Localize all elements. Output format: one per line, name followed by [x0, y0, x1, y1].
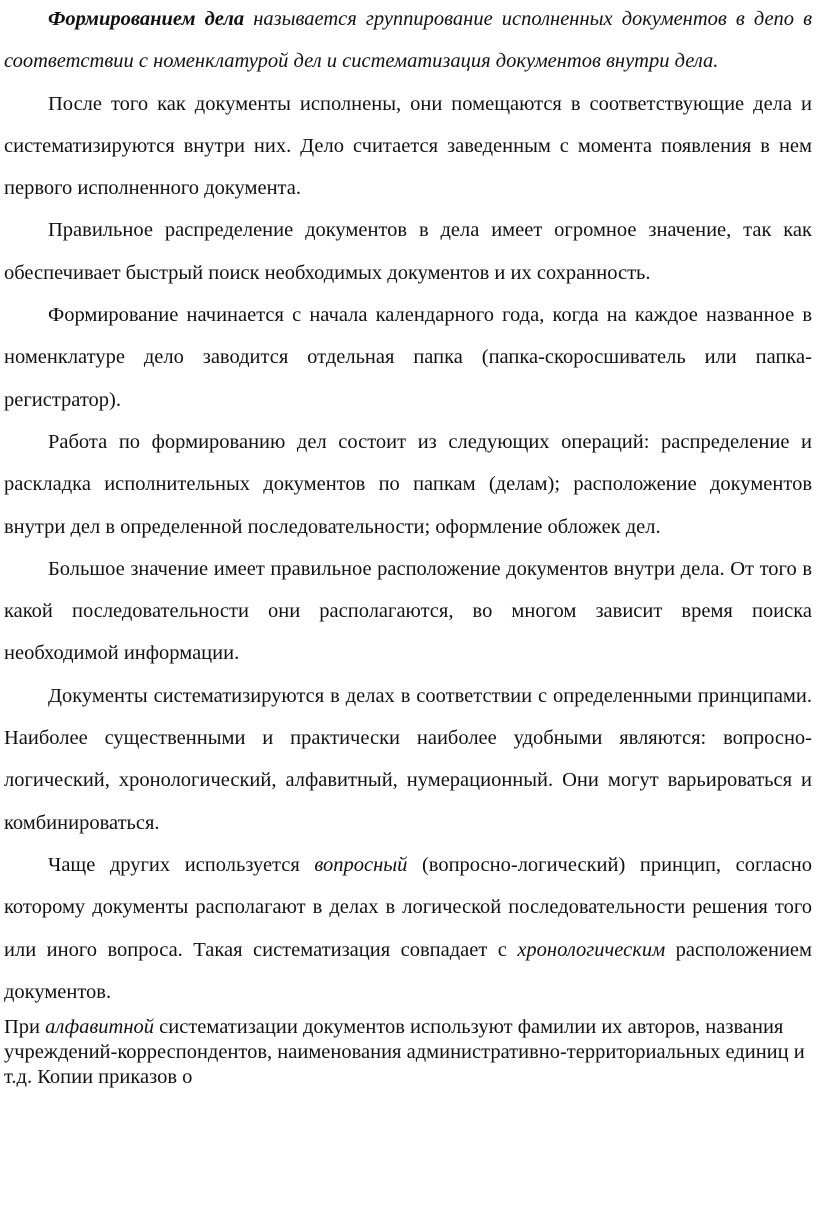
paragraph-2: После того как документы исполнены, они помещаются в соответствующие дела и систематизируются внутри них. Дело считается заведенным с момента появления в нем первого исполненного документа.: [4, 92, 812, 200]
paragraph-8-part-c: расположением документов.: [4, 938, 812, 1003]
emphasis-voprosny: вопросный: [314, 853, 408, 876]
paragraph-3: Правильное распределение документов в дела имеет огромное значение, так как обеспечивает быстрый поиск необходимых документов и их сохранность.: [4, 219, 812, 284]
paragraph-9: [4, 1015, 812, 1090]
paragraph-5: Работа по формированию дел состоит из следующих операций: распределение и раскладка исполнительных документов по папкам (делам); расположение документов внутри дел в определенной последовательности; оформление обложек дел.: [4, 430, 812, 538]
paragraph-8: [4, 844, 812, 1013]
paragraph-7: Документы систематизируются в делах в соответствии с определенными принципами. Наиболее существенными и практически наиболее удобными являются: вопросно-логический, хронологический, алфавитный, нумерационный. Они могут варьироваться и комбинироваться.: [4, 684, 812, 834]
paragraph-6: Большое значение имеет правильное расположение документов внутри дела. От того в какой последовательности они располагаются, во многом зависит время поиска необходимой информации.: [4, 557, 812, 665]
definition-text: называется группирование исполненных документов в депо в соответствии с номенклатурой дел и систематизация документов внутри дела.: [4, 8, 813, 73]
paragraph-8-part-b: (вопросно-логический) принцип, согласно которому документы располагают в делах в логической последовательности решения того или иного вопроса. Такая систематизация совпадает с: [4, 853, 812, 961]
paragraph-8-part-a: Чаще других используется: [48, 853, 315, 876]
paragraph-9-part-b: систематизации документов используют фамилии их авторов, названия учреждений-корреспондентов, наименования административно-территориальных единиц и т.д. Копии приказов о: [4, 1016, 805, 1089]
paragraph-4: Формирование начинается с начала календарного года, когда на каждое названное в номенклатуре дело заводится отдельная папка (папка-скоросшиватель или папка-регистратор).: [4, 304, 812, 411]
emphasis-alphabetical: алфавитной: [45, 1016, 155, 1039]
paragraph-definition: [4, 0, 812, 83]
emphasis-chronological: хронологическим: [517, 938, 666, 961]
paragraph-9-part-a: При: [4, 1016, 46, 1039]
defined-term: Формированием дела: [48, 8, 245, 30]
